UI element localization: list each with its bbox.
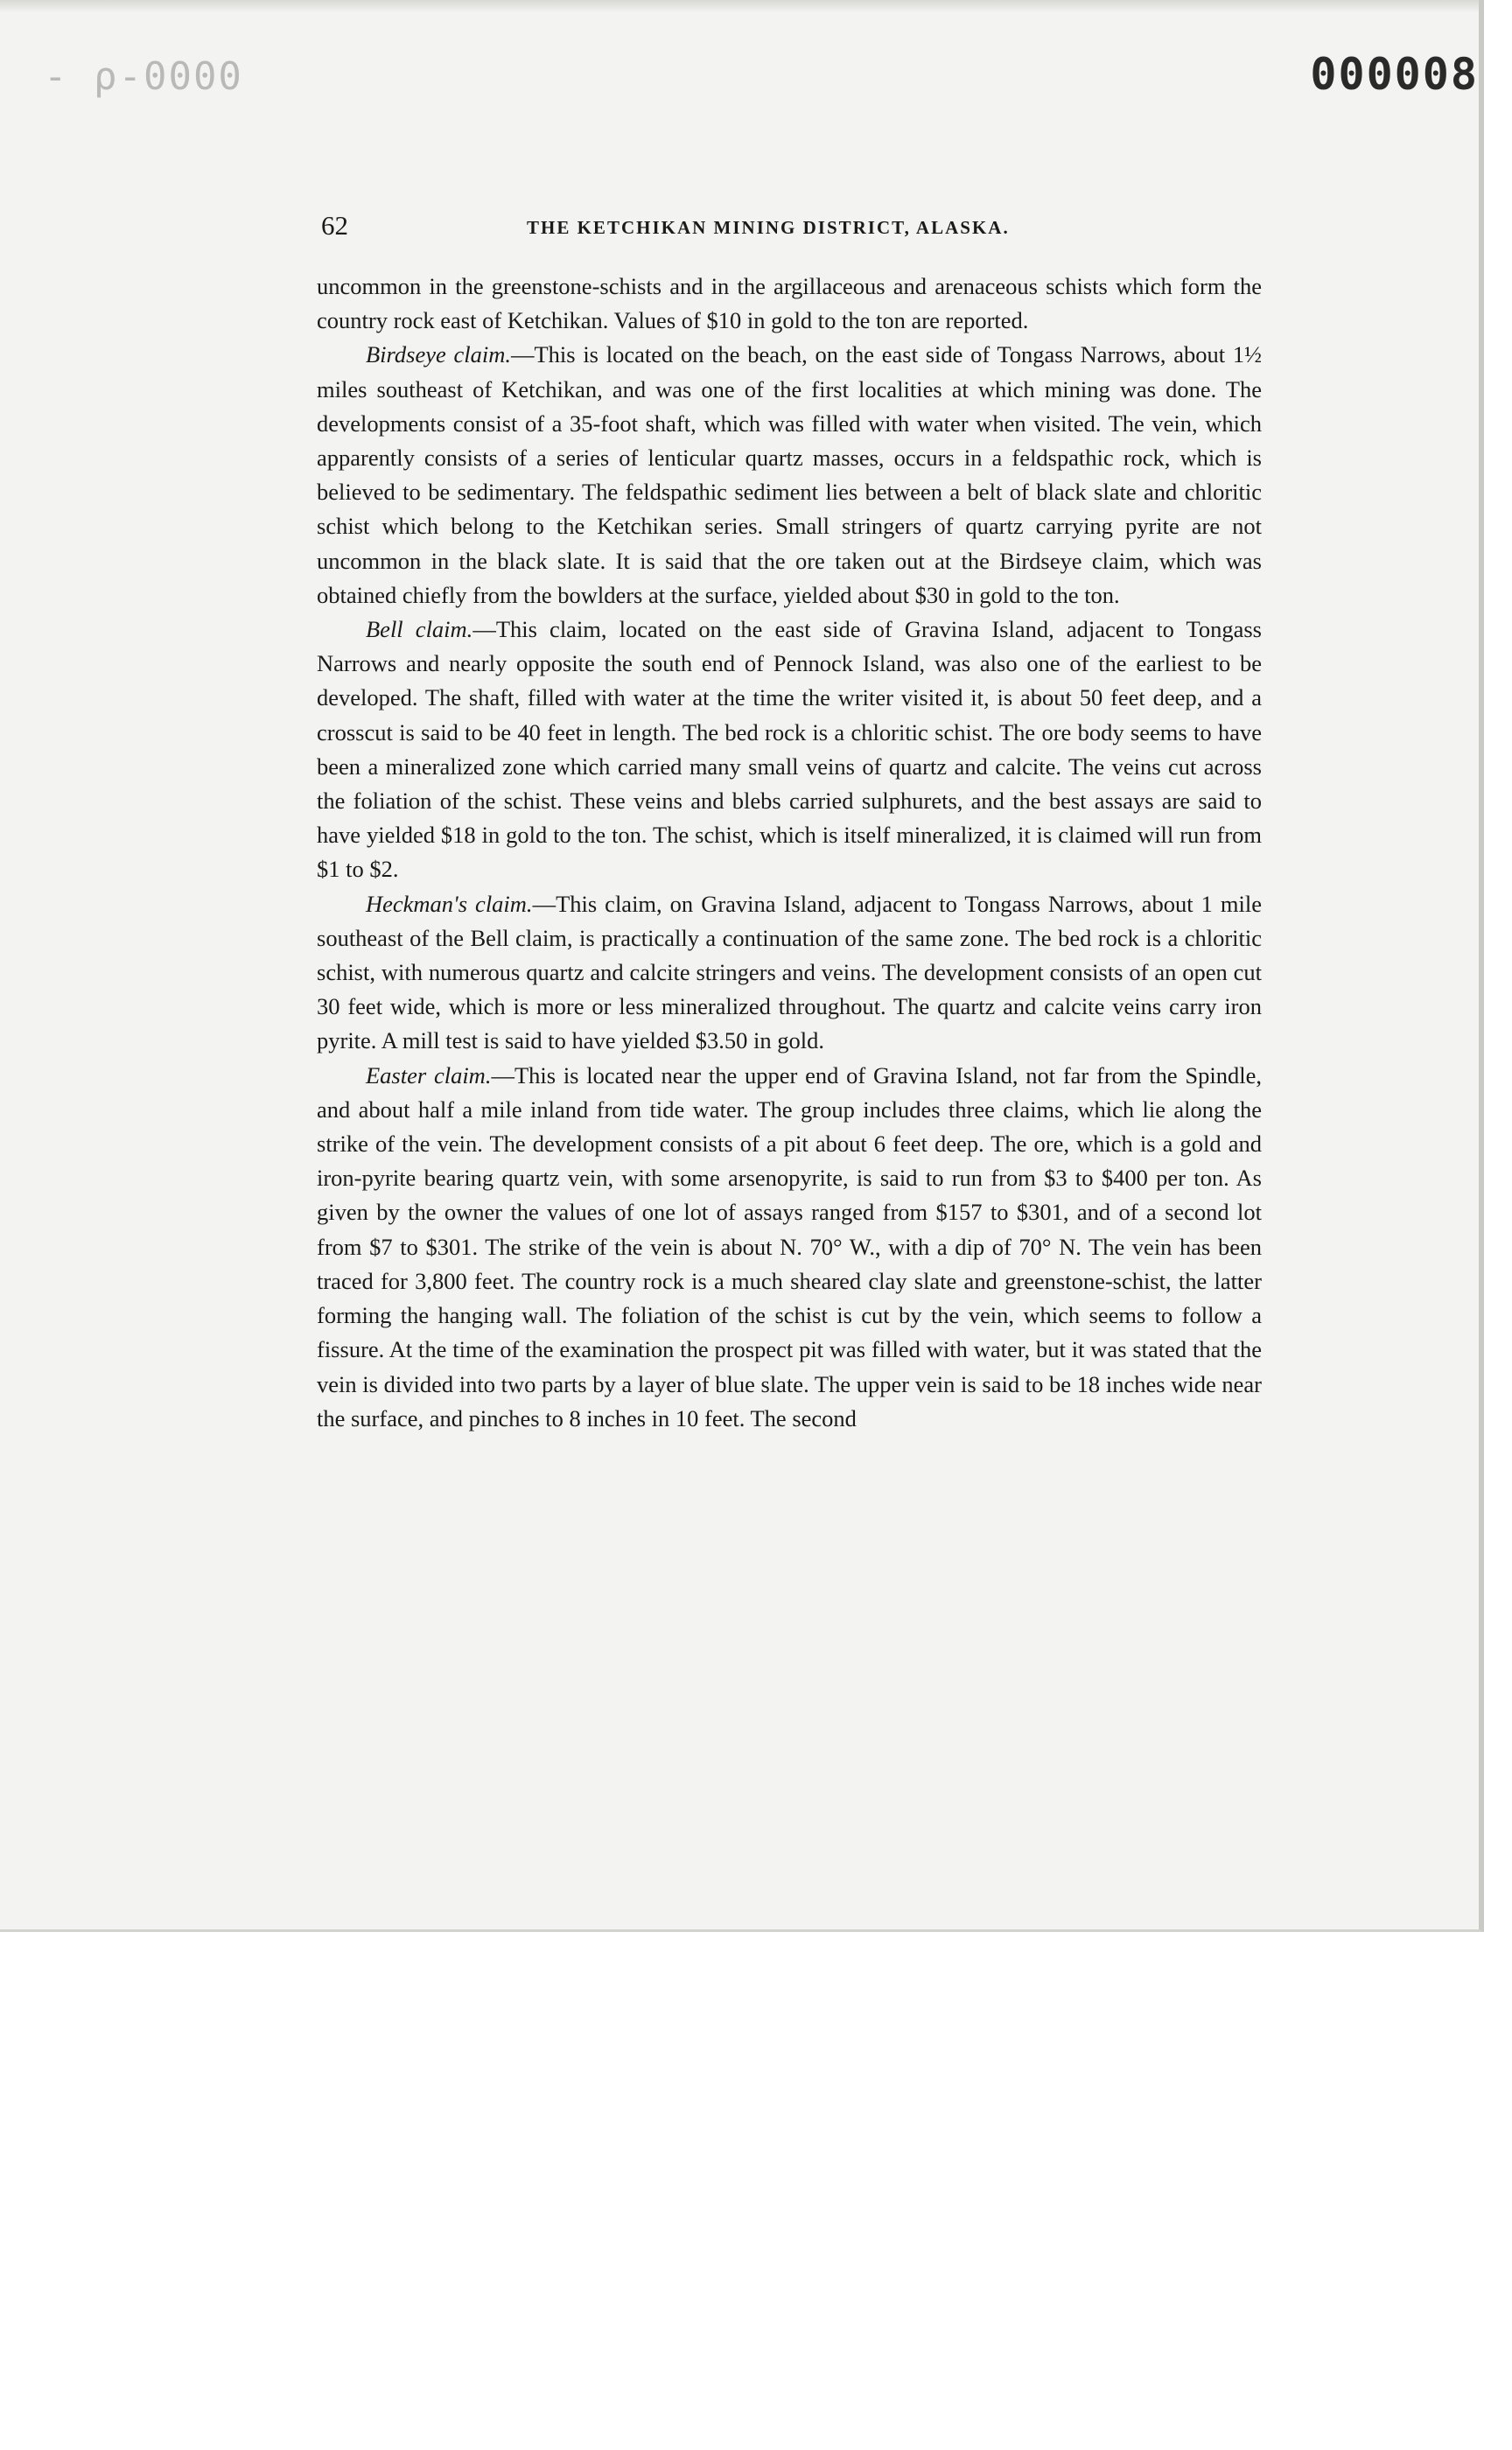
paragraph — [317, 270, 1262, 338]
page-header — [321, 210, 1262, 245]
paragraph-text: —This is located near the upper end of Gravina Island, not far from the Spindle, and about half a mile inland from tide water. The group includes three claims, which lie along the strike of the vein. The development consists of a pit about 6 feet deep. The ore, which is a gold and iron-pyrite bearing quartz vein, with some arsenopyrite, is said to run from $3 to $400 per ton. As given by the owner the values of one lot of assays ranged from $157 to $301, and of a second lot from $7 to $301. The strike of the vein is about N. 70° W., with a dip of 70° N. The vein has been traced for 3,800 feet. The country rock is a much sheared clay slate and greenstone-schist, the latter forming the hanging wall. The foliation of the schist is cut by the vein, which seems to follow a fissure. At the time of the examination the prospect pit was filled with water, but it was stated that the vein is divided into two parts by a layer of blue slate. The upper vein is said to be 18 inches wide near the surface, and pinches to 8 inches in 10 feet. The second — [317, 1061, 1262, 1432]
paragraph-text: uncommon in the greenstone-schists and in the argillaceous and arenaceous schists which form the country rock east of Ketchikan. Values of $10 in gold to the ton are reported. — [317, 273, 1262, 334]
paragraph — [317, 338, 1262, 612]
paragraph-text: —This is located on the beach, on the east side of Tongass Narrows, about 1½ miles southeast of Ketchikan, and was one of the first localities at which mining was done. The developments consist of a 35-foot shaft, which was filled with water when visited. The vein, which apparently consists of a series of lenticular quartz masses, occurs in a feldspathic rock, which is believed to be sedimentary. The feldspathic sediment lies between a belt of black slate and chloritic schist which belong to the Ketchikan series. Small stringers of quartz carrying pyrite are not uncommon in the black slate. It is said that the ore taken out at the Birdseye claim, which was obtained chiefly from the bowlders at the surface, yielded about $30 in gold to the ton. — [317, 341, 1262, 608]
running-head: THE KETCHIKAN MINING DISTRICT, ALASKA. — [527, 217, 1010, 238]
claim-title: Bell claim. — [366, 616, 473, 643]
claim-title: Easter claim. — [366, 1061, 492, 1088]
paragraph-text: —This claim, on Gravina Island, adjacent to Tongass Narrows, about 1 mile southeast of the Bell claim, is practically a continuation of the same zone. The bed rock is a chloritic schist, with numerous quartz and calcite stringers and veins. The development consists of an open cut 30 feet wide, which is more or less mineralized throughout. The quartz and calcite veins carry iron pyrite. A mill test is said to have yielded $3.50 in gold. — [317, 890, 1262, 1054]
faded-stamp-number: - ρ-0000 — [44, 54, 243, 99]
paragraph — [317, 1059, 1262, 1436]
claim-title: Birdseye claim. — [366, 341, 511, 368]
paragraph — [317, 887, 1262, 1059]
paragraph-text: —This claim, located on the east side of Gravina Island, adjacent to Tongass Narrows and nearly opposite the south end of Pennock Island, was also one of the earliest to be developed. The shaft, filled with water at the time the writer visited it, is about 50 feet deep, and a crosscut is said to be 40 feet in length. The bed rock is a chloritic schist. The ore body seems to have been a mineralized zone which carried many small veins of quartz and calcite. The veins cut across the foliation of the schist. These veins and blebs carried sulphurets, and the best assays are said to have yielded $18 in gold to the ton. The schist, which is itself mineralized, it is claimed will run from $1 to $2. — [317, 616, 1262, 883]
paragraph — [317, 612, 1262, 887]
document-stamp-number: 000008 — [1310, 49, 1479, 100]
body-text — [317, 270, 1262, 1436]
page-number: 62 — [321, 210, 348, 241]
claim-title: Heckman's claim. — [366, 890, 533, 917]
